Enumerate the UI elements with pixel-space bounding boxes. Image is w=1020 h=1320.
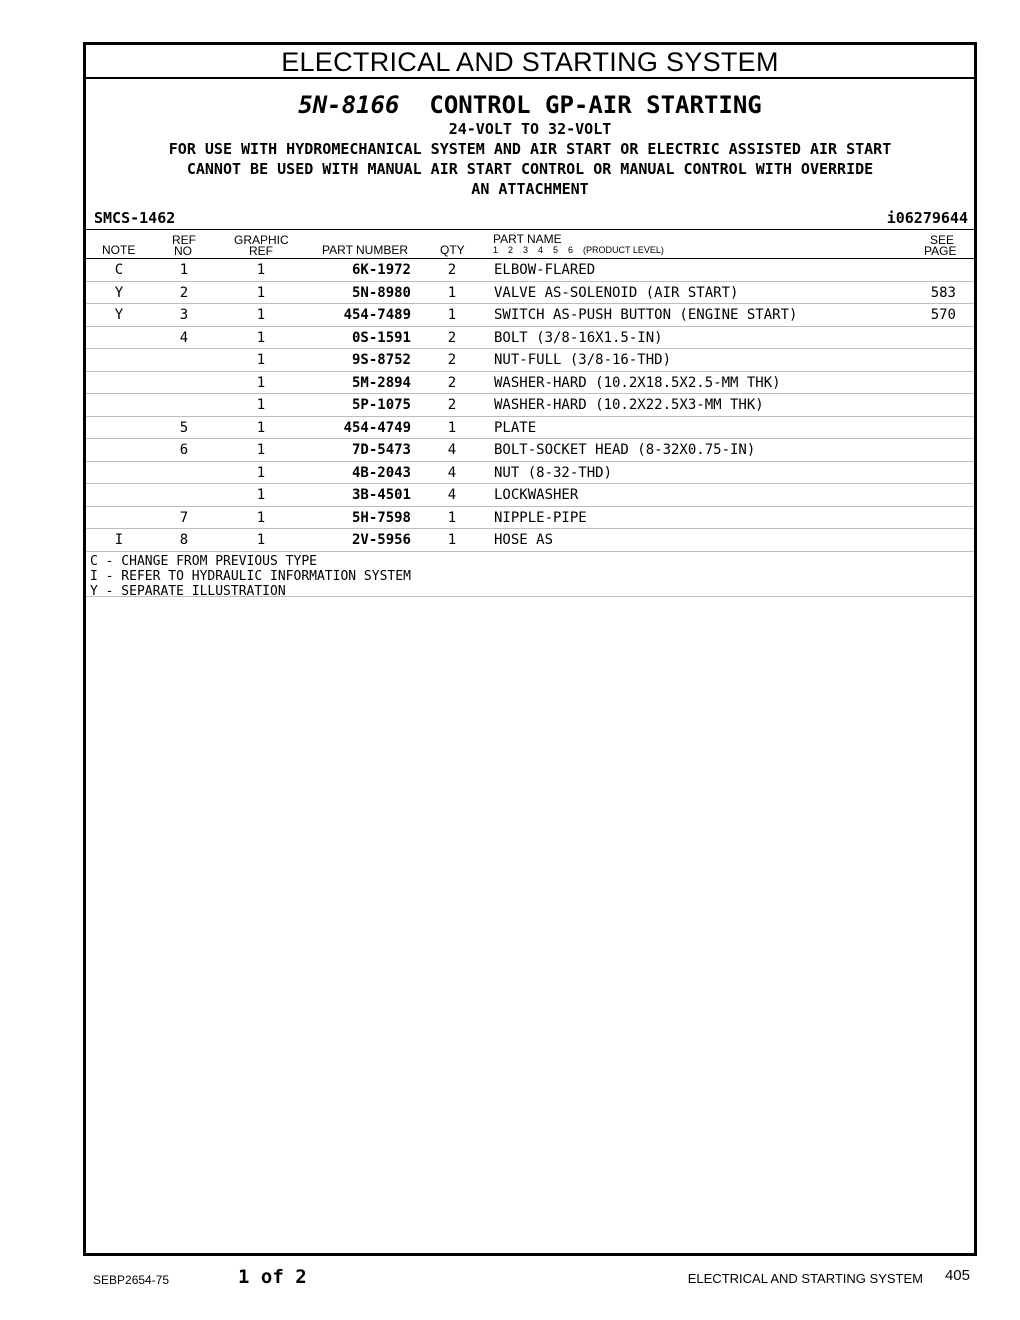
graphic-ref-cell: 1 — [256, 307, 266, 323]
group-description-line: CANNOT BE USED WITH MANUAL AIR START CONTROL OR MANUAL CONTROL WITH OVERRIDE — [186, 160, 874, 178]
graphic-ref-cell: 1 — [256, 464, 266, 481]
note-cell: Y — [114, 284, 124, 301]
notes-legend — [86, 552, 974, 597]
qty-cell: 1 — [447, 509, 457, 526]
table-row — [86, 507, 974, 530]
note-cell: I — [114, 532, 124, 548]
smcs-code: SMCS-1462 — [94, 209, 176, 227]
table-row — [86, 349, 974, 372]
part-name-cell: BOLT-SOCKET HEAD (8-32X0.75-IN) — [494, 442, 756, 458]
table-header — [86, 230, 974, 259]
part-number-cell: 5M-2894 — [351, 374, 411, 391]
part-number-cell: 4B-2043 — [351, 464, 411, 481]
table-row — [86, 484, 974, 507]
footer-doc-number: SEBP2654-75 — [93, 1273, 170, 1287]
header-ref-bottom: NO — [174, 244, 192, 258]
table-row — [86, 372, 974, 395]
group-description-line: AN ATTACHMENT — [471, 180, 589, 198]
header-note: NOTE — [102, 243, 136, 257]
part-name-cell: ELBOW-FLARED — [494, 262, 596, 278]
part-number-cell: 0S-1591 — [351, 329, 411, 346]
ref-no-cell: 2 — [179, 284, 189, 301]
part-number-cell: 3B-4501 — [351, 487, 411, 503]
graphic-ref-cell: 1 — [256, 329, 266, 346]
qty-cell: 2 — [447, 397, 457, 413]
section-title: ELECTRICAL AND STARTING SYSTEM — [86, 45, 974, 79]
part-number-cell: 454-4749 — [343, 419, 411, 436]
part-number-cell: 5N-8980 — [351, 284, 411, 301]
see-page-cell: 583 — [930, 284, 956, 301]
document-id: i06279644 — [886, 209, 968, 227]
note-line: I - REFER TO HYDRAULIC INFORMATION SYSTEM — [90, 568, 411, 584]
header-graphic-top: GRAPHIC — [234, 233, 289, 247]
qty-cell: 2 — [447, 329, 457, 346]
part-name-cell: LOCKWASHER — [494, 487, 579, 503]
footer-section: ELECTRICAL AND STARTING SYSTEM — [687, 1271, 923, 1286]
qty-cell: 4 — [447, 464, 457, 481]
header-ref-top: REF — [172, 233, 196, 247]
page-footer — [0, 1262, 1020, 1292]
part-number-cell: 2V-5956 — [351, 532, 411, 548]
footer-page-number: 405 — [944, 1267, 970, 1284]
table-row — [86, 439, 974, 462]
qty-cell: 2 — [447, 262, 457, 278]
graphic-ref-cell: 1 — [256, 397, 266, 413]
ref-no-cell: 1 — [179, 262, 189, 278]
qty-cell: 1 — [447, 284, 457, 301]
note-cell: Y — [114, 307, 124, 323]
header-see-top: SEE — [930, 233, 955, 247]
group-number: 5N-8166 — [298, 91, 400, 119]
header-part-name: PART NAME — [493, 232, 562, 246]
ref-no-cell: 3 — [179, 307, 189, 323]
header-part-number: PART NUMBER — [322, 243, 409, 257]
header-graphic-bottom: REF — [249, 244, 273, 258]
ref-no-cell: 7 — [179, 509, 189, 526]
graphic-ref-cell: 1 — [256, 262, 266, 278]
graphic-ref-cell: 1 — [256, 352, 266, 368]
part-number-cell: 7D-5473 — [351, 442, 411, 458]
ref-no-cell: 4 — [179, 329, 189, 346]
graphic-ref-cell: 1 — [256, 284, 266, 301]
table-row — [86, 304, 974, 327]
part-name-cell: WASHER-HARD (10.2X18.5X2.5-MM THK) — [494, 374, 781, 391]
qty-cell: 1 — [447, 532, 457, 548]
part-number-cell: 5P-1075 — [351, 397, 411, 413]
table-row — [86, 394, 974, 417]
graphic-ref-cell: 1 — [256, 487, 266, 503]
header-see-bottom: PAGE — [924, 244, 957, 258]
part-name-cell: SWITCH AS-PUSH BUTTON (ENGINE START) — [494, 307, 798, 323]
graphic-ref-cell: 1 — [256, 374, 266, 391]
qty-cell: 2 — [447, 352, 457, 368]
part-name-cell: NUT-FULL (3/8-16-THD) — [494, 352, 672, 368]
part-number-cell: 6K-1972 — [351, 262, 411, 278]
part-number-cell: 454-7489 — [343, 307, 411, 323]
qty-cell: 4 — [447, 442, 457, 458]
qty-cell: 1 — [447, 307, 457, 323]
parts-table-body — [86, 259, 974, 552]
header-qty: QTY — [440, 243, 465, 257]
table-row — [86, 462, 974, 485]
group-heading — [86, 91, 974, 119]
group-description-line: FOR USE WITH HYDROMECHANICAL SYSTEM AND AIR START OR ELECTRIC ASSISTED AIR START — [168, 140, 892, 158]
note-line: Y - SEPARATE ILLUSTRATION — [90, 583, 286, 599]
note-cell: C — [114, 262, 124, 278]
header-product-level: 1 2 3 4 5 6 (PRODUCT LEVEL) — [493, 245, 664, 255]
part-name-cell: NUT (8-32-THD) — [494, 464, 613, 481]
qty-cell: 2 — [447, 374, 457, 391]
qty-cell: 1 — [447, 419, 457, 436]
note-line: C - CHANGE FROM PREVIOUS TYPE — [90, 553, 317, 569]
table-row — [86, 327, 974, 350]
table-row — [86, 282, 974, 305]
part-name-cell: NIPPLE-PIPE — [494, 509, 587, 526]
graphic-ref-cell: 1 — [256, 419, 266, 436]
part-name-cell: HOSE AS — [494, 532, 554, 548]
table-row — [86, 529, 974, 552]
footer-page-of: 1 of 2 — [238, 1266, 307, 1288]
part-number-cell: 9S-8752 — [351, 352, 411, 368]
smcs-row — [86, 207, 974, 230]
ref-no-cell: 8 — [179, 532, 189, 548]
ref-no-cell: 5 — [179, 419, 189, 436]
part-name-cell: WASHER-HARD (10.2X22.5X3-MM THK) — [494, 397, 764, 413]
part-number-cell: 5H-7598 — [351, 509, 411, 526]
ref-no-cell: 6 — [179, 442, 189, 458]
graphic-ref-cell: 1 — [256, 532, 266, 548]
group-name: CONTROL GP-AIR STARTING — [429, 91, 762, 119]
group-description-line: 24-VOLT TO 32-VOLT — [448, 120, 612, 138]
part-name-cell: VALVE AS-SOLENOID (AIR START) — [494, 284, 739, 301]
part-name-cell: PLATE — [494, 419, 537, 436]
graphic-ref-cell: 1 — [256, 509, 266, 526]
see-page-cell: 570 — [930, 307, 956, 323]
table-row — [86, 417, 974, 440]
part-name-cell: BOLT (3/8-16X1.5-IN) — [494, 329, 663, 346]
page-frame — [83, 42, 977, 1256]
table-row — [86, 259, 974, 282]
qty-cell: 4 — [447, 487, 457, 503]
graphic-ref-cell: 1 — [256, 442, 266, 458]
